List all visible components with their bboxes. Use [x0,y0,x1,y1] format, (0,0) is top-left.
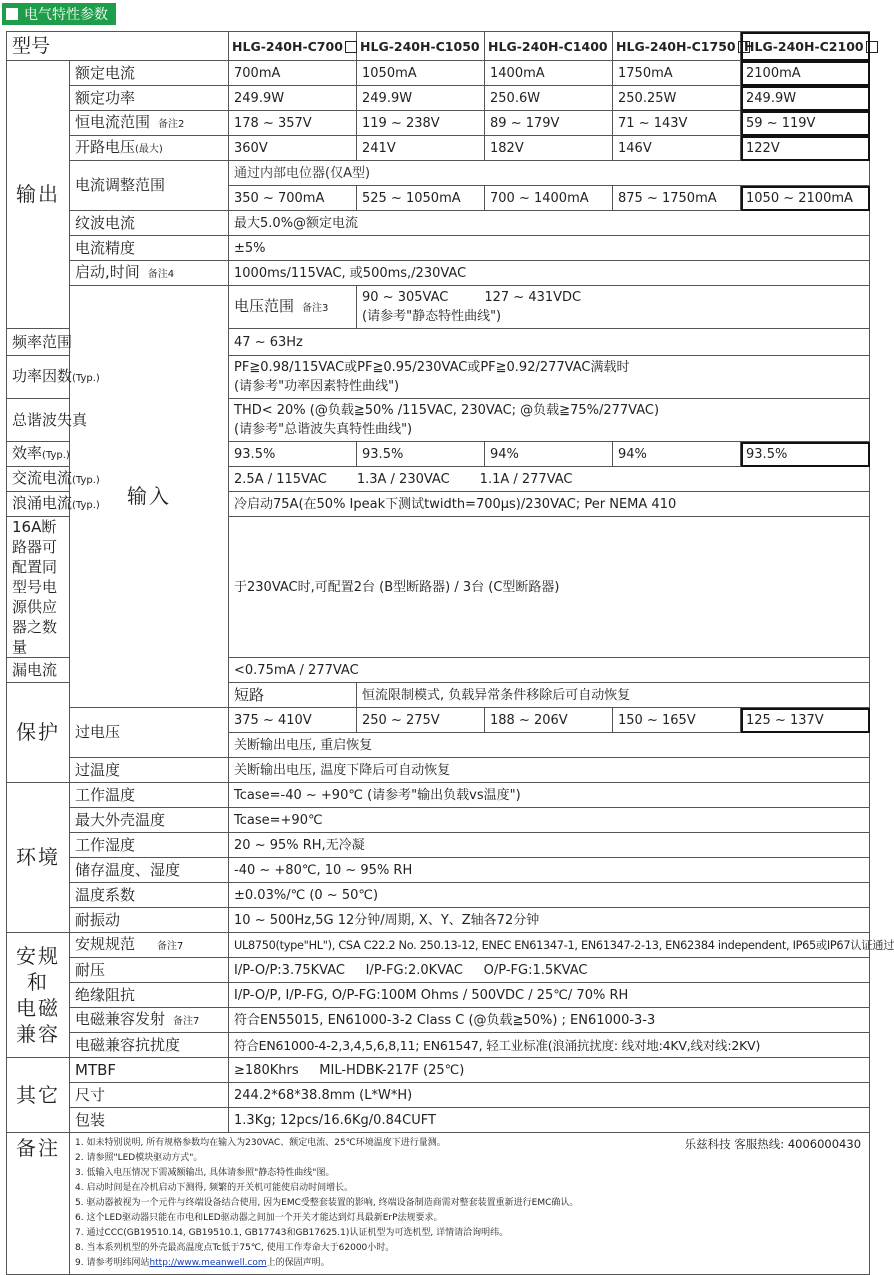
cell: ≥180Khrs MIL-HDBK-217F (25℃) [229,1058,870,1083]
emc-immunity-row [7,1033,870,1058]
ripple-row [7,211,870,236]
cell: 241V [357,136,485,161]
cell: 94% [485,442,613,467]
row-label: 短路 [229,683,357,708]
cell: 94% [613,442,741,467]
cell: I/P-O/P:3.75KVAC I/P-FG:2.0KVAC O/P-FG:1.5KVAC [229,958,870,983]
model-c2100: HLG-240H-C2100 [741,32,870,61]
cell: 188 ~ 206V [485,708,613,733]
row-label: 总谐波失真 [7,399,70,442]
cell: 符合EN61000-4-2,3,4,5,6,8,11; EN61547, 轻工业标准(浪涌抗扰度: 线对地:4KV,线对线:2KV) [229,1033,870,1058]
row-label: 最大外壳温度 [70,808,229,833]
note-line: 7. 通过CCC(GB19510.14, GB19510.1, GB17743和GB17625.1)认证机型为可选机型, 详情请洽询明纬。 [75,1228,509,1238]
note-line: 2. 请参照"LED模块驱动方式"。 [75,1153,203,1163]
cell: -40 ~ +80℃, 10 ~ 95% RH [229,858,870,883]
cell: 244.2*68*38.8mm (L*W*H) [229,1083,870,1108]
row-label: 电压范围 备注3 [229,286,357,329]
category-notes: 备注 [7,1133,70,1275]
mtbf-row [7,1058,870,1083]
row-label: 尺寸 [70,1083,229,1108]
cell: 71 ~ 143V [613,111,741,136]
row-label: 漏电流 [7,658,70,683]
row-label: 额定电流 [70,61,229,86]
cell: 89 ~ 179V [485,111,613,136]
row-label: 启动,时间 备注4 [70,261,229,286]
row-label: 过电压 [70,708,229,758]
row-label: 电流调整范围 [70,161,229,211]
row-label: 浪涌电流(Typ.) [7,492,70,517]
cell: 125 ~ 137V [741,708,870,733]
standards-row [7,933,870,958]
model-row [7,32,870,61]
model-c1750: HLG-240H-C1750 [613,32,741,61]
cell: 875 ~ 1750mA [613,186,741,211]
ovp-values-row [7,708,870,733]
cell: 350 ~ 700mA [229,186,357,211]
cell: 于230VAC时,可配置2台 (B型断路器) / 3台 (C型断路器) [229,517,870,658]
cell: 1050 ~ 2100mA [741,186,870,211]
cell: I/P-O/P, I/P-FG, O/P-FG:100M Ohms / 500VDC / 25℃/ 70% RH [229,983,870,1008]
work-temp-row [7,783,870,808]
cell: 150 ~ 165V [613,708,741,733]
cell: 47 ~ 63Hz [229,329,870,356]
row-label: 储存温度、湿度 [70,858,229,883]
startup-row [7,261,870,286]
row-label: 开路电压(最大) [70,136,229,161]
cell: 20 ~ 95% RH,无冷凝 [229,833,870,858]
cell: 93.5% [741,442,870,467]
square-icon [6,8,18,20]
note-line: 1. 如未特别说明, 所有规格参数均在输入为230VAC、额定电流、25℃环境温度下进行量测。 [75,1138,446,1148]
category-input: 输入 [70,286,229,708]
cell: 249.9W [741,86,870,111]
cell: 700mA [229,61,357,86]
cell: 250.6W [485,86,613,111]
category-environment: 环境 [7,783,70,933]
category-others: 其它 [7,1058,70,1133]
emc-emission-row [7,1008,870,1033]
spec-table [6,31,894,1275]
cell: 1.3Kg; 12pcs/16.6Kg/0.84CUFT [229,1108,870,1133]
cell: 关断输出电压, 温度下降后可自动恢复 [229,758,870,783]
note-line: 3. 低输入电压情况下需减额输出, 具体请参照"静态特性曲线"图。 [75,1168,335,1178]
cell: PF≧0.98/115VAC或PF≧0.95/230VAC或PF≧0.92/277VAC满载时 (请参考"功率因素特性曲线") [229,356,870,399]
row-label: 工作湿度 [70,833,229,858]
otp-row [7,758,870,783]
max-case-row [7,808,870,833]
cell: 符合EN55015, EN61000-3-2 Class C (@负载≧50%) ; EN61000-3-3 [229,1008,870,1033]
row-label: 频率范围 [7,329,70,356]
category-safety: 安规 和 电磁 兼容 [7,933,70,1058]
open-voltage-row [7,136,870,161]
row-label: 电流精度 [70,236,229,261]
row-label: 包装 [70,1108,229,1133]
section-header [2,3,116,25]
temp-coef-row [7,883,870,908]
row-label: 安规规范 备注7 [70,933,229,958]
note-line: 6. 这个LED驱动器只能在市电和LED驱动器之间加一个开关才能达到灯具最新ErP法规要求。 [75,1213,443,1223]
row-label: 交流电流(Typ.) [7,467,70,492]
cell: 冷启动75A(在50% Ipeak下测试twidth=700μs)/230VAC; Per NEMA 410 [229,492,870,517]
section-title: 电气特性参数 [24,7,108,23]
cell: 360V [229,136,357,161]
cell: 1050mA [357,61,485,86]
row-label: 功率因数(Typ.) [7,356,70,399]
cell: UL8750(type"HL"), CSA C22.2 No. 250.13-12, ENEC EN61347-1, EN61347-2-13, EN62384 independent, IP65或IP67认证通过 [229,933,870,958]
cell: ±5% [229,236,870,261]
dimension-row [7,1083,870,1108]
row-label: 纹波电流 [70,211,229,236]
row-label: 16A断路器可配置同型号电源供应器之数量 [7,517,70,658]
row-label: 工作温度 [70,783,229,808]
cell: 恒流限制模式, 负载异常条件移除后可自动恢复 [357,683,870,708]
notes-cell [70,1133,870,1275]
meanwell-link[interactable]: http://www.meanwell.com [149,1258,267,1268]
row-label: 恒电流范围 备注2 [70,111,229,136]
cell: 2100mA [741,61,870,86]
cell: 122V [741,136,870,161]
row-label: 耐压 [70,958,229,983]
cell: ±0.03%/℃ (0 ~ 50℃) [229,883,870,908]
packing-row [7,1108,870,1133]
cell: <0.75mA / 277VAC [229,658,870,683]
note-line: 8. 当本系列机型的外壳最高温度点Tc低于75℃, 使用工作寿命大于62000小时。 [75,1243,395,1253]
accuracy-row [7,236,870,261]
checkbox-icon [866,41,878,53]
cell: 146V [613,136,741,161]
cell: 最大5.0%@额定电流 [229,211,870,236]
model-c700: HLG-240H-C700 [229,32,357,61]
storage-row [7,858,870,883]
row-label: 效率(Typ.) [7,442,70,467]
cell: 182V [485,136,613,161]
note-line: 4. 启动时间是在冷机启动下测得, 频繁的开关机可能使启动时间增长。 [75,1183,354,1193]
withstand-row [7,958,870,983]
cell: 关断输出电压, 重启恢复 [229,733,870,758]
adj-range-desc-row [7,161,870,186]
rated-current-row [7,61,870,86]
cell: 10 ~ 500Hz,5G 12分钟/周期, X、Y、Z轴各72分钟 [229,908,870,933]
cell: THD< 20% (@负载≧50% /115VAC, 230VAC; @负载≧75%/277VAC) (请参考"总谐波失真特性曲线") [229,399,870,442]
row-label: 绝缘阻抗 [70,983,229,1008]
cell: Tcase=+90℃ [229,808,870,833]
model-c1400: HLG-240H-C1400 [485,32,613,61]
category-protection: 保护 [7,683,70,783]
voltage-range-row [7,286,870,329]
cell: 90 ~ 305VAC 127 ~ 431VDC (请参考"静态特性曲线") [357,286,870,329]
row-label: 耐振动 [70,908,229,933]
rated-power-row [7,86,870,111]
notes-row [7,1133,870,1275]
hotline-text: 乐兹科技 客服热线: 4006000430 [684,1137,862,1151]
category-output: 输出 [7,61,70,329]
isolation-row [7,983,870,1008]
cc-range-row [7,111,870,136]
row-label: 额定功率 [70,86,229,111]
model-c1050: HLG-240H-C1050 [357,32,485,61]
cell: 178 ~ 357V [229,111,357,136]
note-line: 9. 请参考明纬网站http://www.meanwell.com上的保固声明。 [75,1258,330,1268]
cell: 375 ~ 410V [229,708,357,733]
cell: 59 ~ 119V [741,111,870,136]
model-label: 型号 [7,32,229,61]
cell: 2.5A / 115VAC 1.3A / 230VAC 1.1A / 277VAC [229,467,870,492]
cell: Tcase=-40 ~ +90℃ (请参考"输出负载vs温度") [229,783,870,808]
cell: 通过内部电位器(仅A型) [229,161,870,186]
row-label: 电磁兼容抗扰度 [70,1033,229,1058]
cell: 1000ms/115VAC, 或500ms,/230VAC [229,261,870,286]
cell: 249.9W [229,86,357,111]
cell: 93.5% [229,442,357,467]
checkbox-icon [345,41,357,53]
cell: 119 ~ 238V [357,111,485,136]
vibration-row [7,908,870,933]
row-label: 温度系数 [70,883,229,908]
humidity-row [7,833,870,858]
note-line: 5. 驱动器被视为一个元件与终端设备结合使用, 因为EMC受整套装置的影响, 终端设备制造商需对整套装置重新进行EMC确认。 [75,1198,579,1208]
row-label: 电磁兼容发射 备注7 [70,1008,229,1033]
row-label: MTBF [70,1058,229,1083]
cell: 1400mA [485,61,613,86]
cell: 525 ~ 1050mA [357,186,485,211]
row-label: 过温度 [70,758,229,783]
cell: 1750mA [613,61,741,86]
cell: 700 ~ 1400mA [485,186,613,211]
cell: 249.9W [357,86,485,111]
cell: 250 ~ 275V [357,708,485,733]
cell: 250.25W [613,86,741,111]
cell: 93.5% [357,442,485,467]
